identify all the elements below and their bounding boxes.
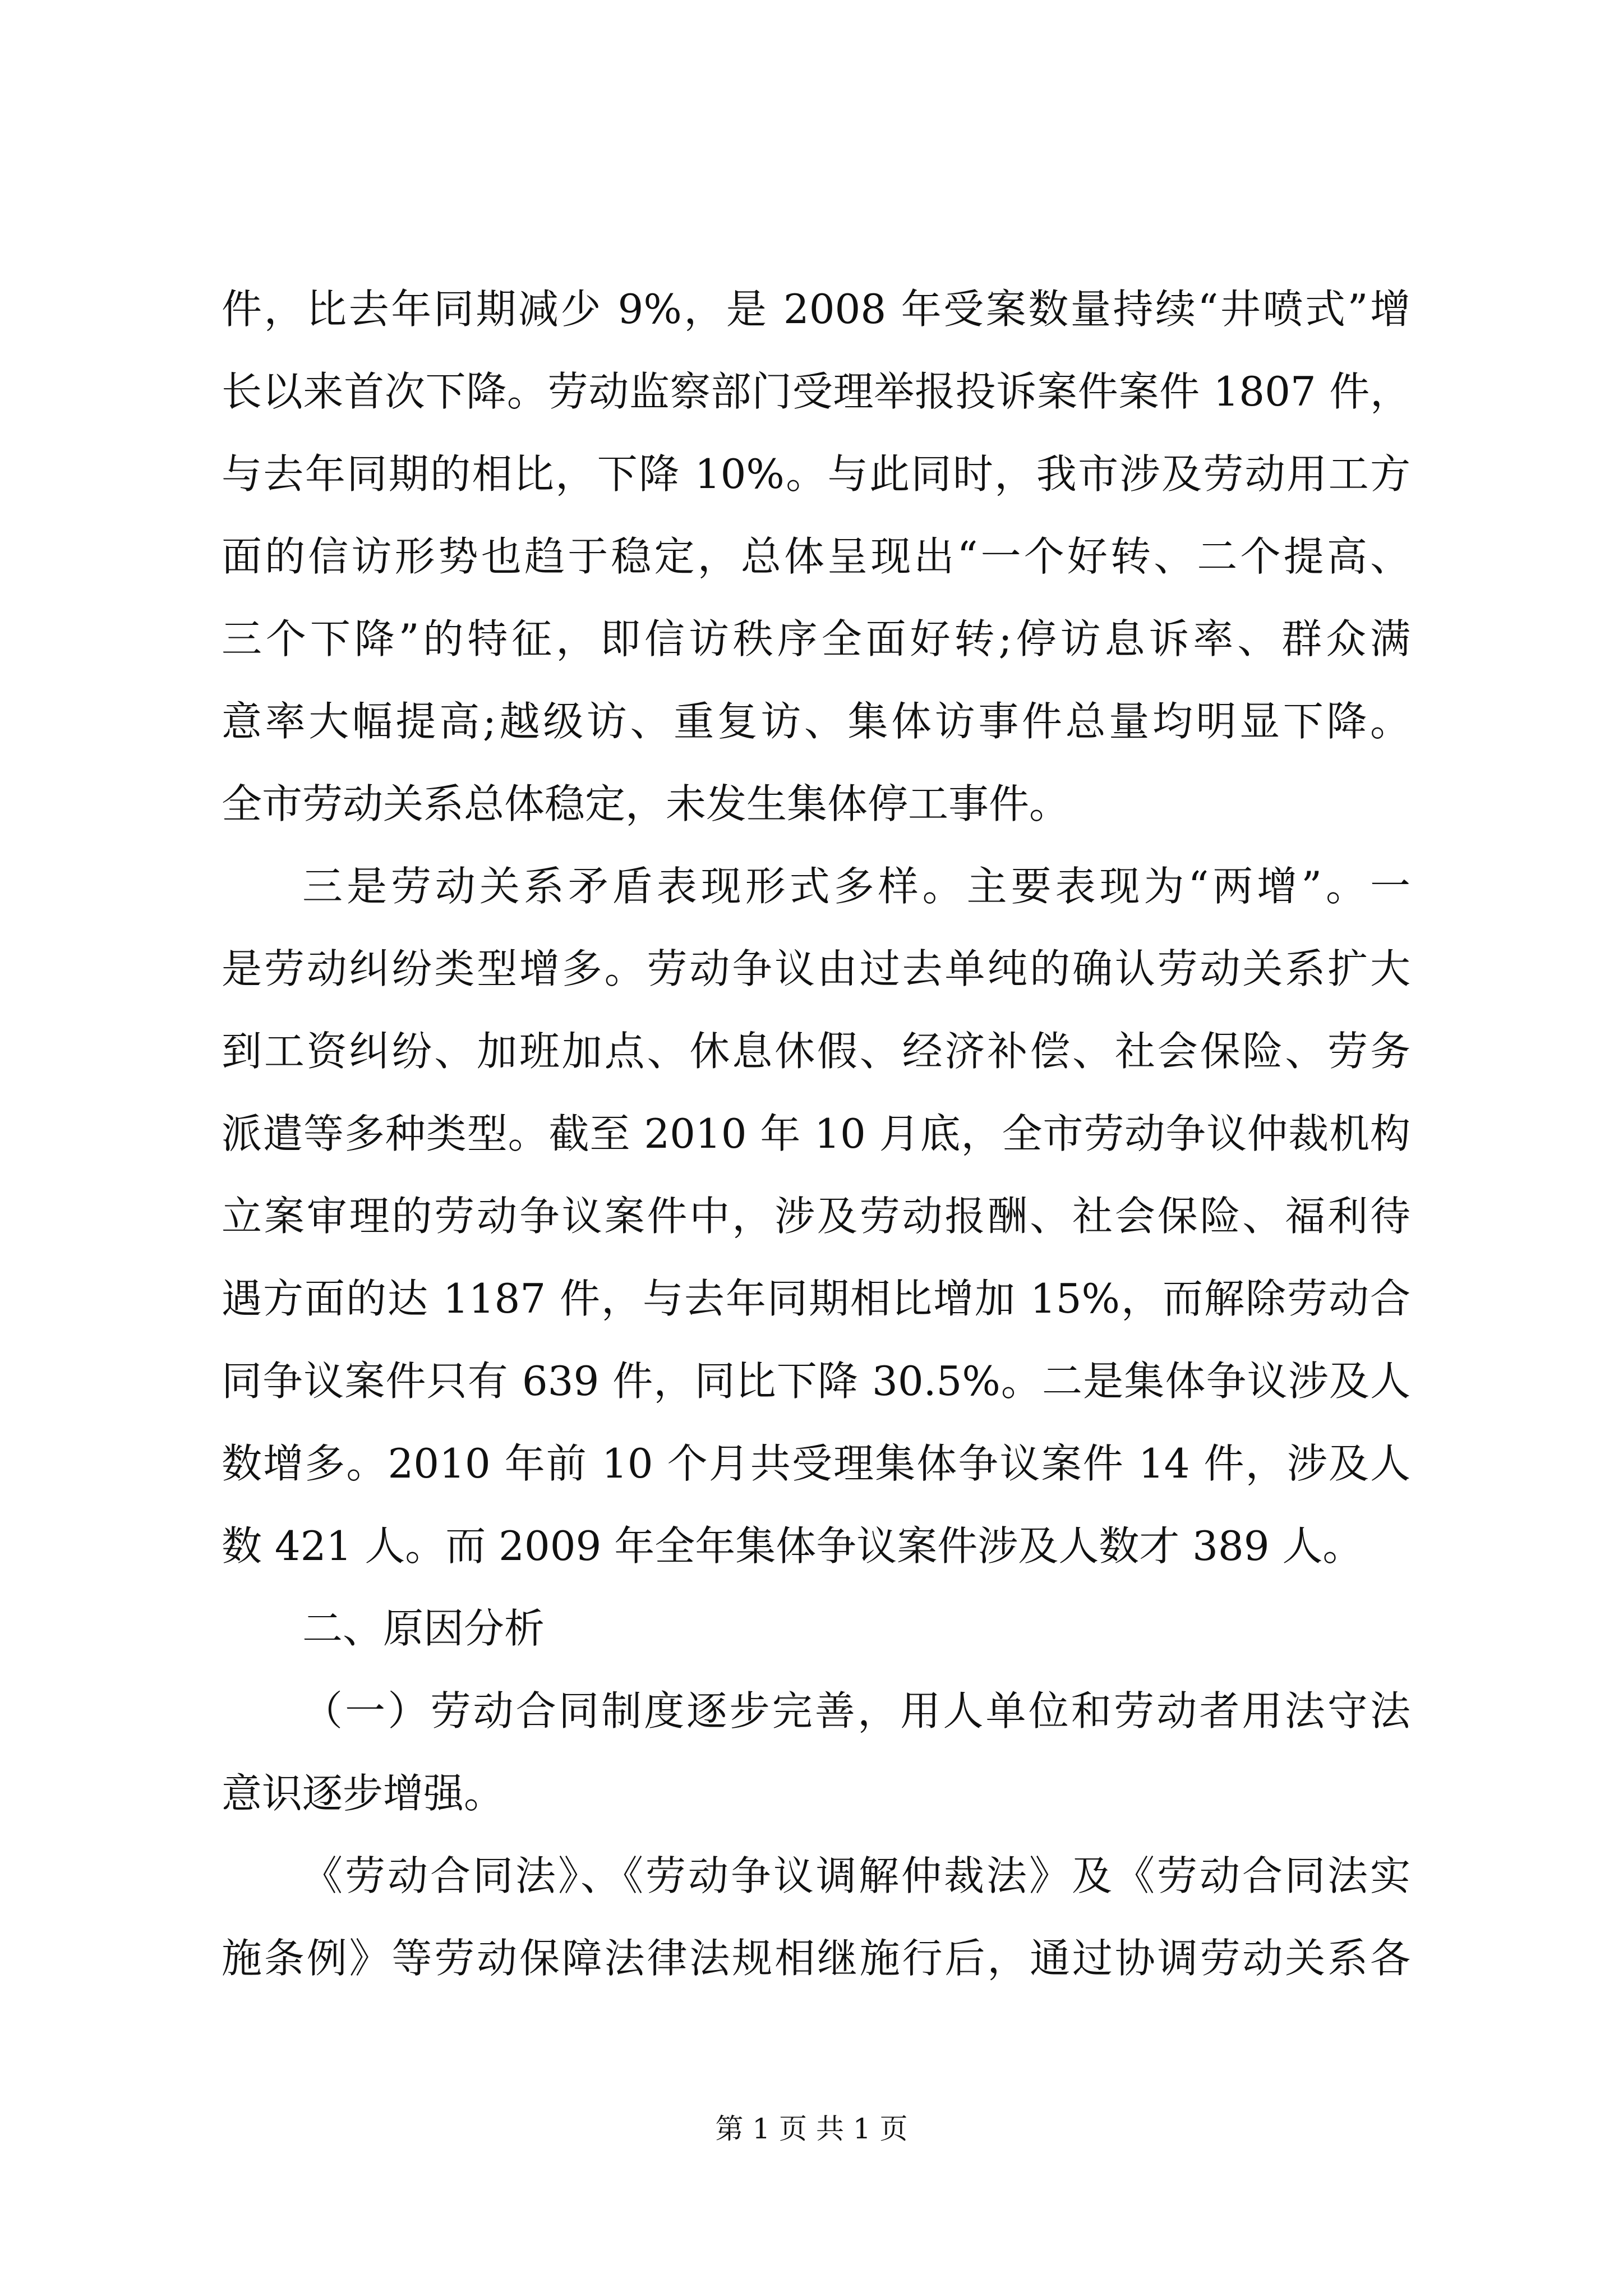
text-line-14: 同争议案件只有 639 件，同比下降 30.5%。二是集体争议涉及人	[222, 1358, 1410, 1405]
text-line-8: 三是劳动关系矛盾表现形式多样。主要表现为“两增”。一	[302, 863, 1410, 910]
text-line-21: 施条例》等劳动保障法律法规相继施行后，通过协调劳动关系各	[222, 1935, 1410, 1982]
subsection-heading-line-1: （一）劳动合同制度逐步完善，用人单位和劳动者用法守法	[302, 1687, 1410, 1734]
section-heading: 二、原因分析	[302, 1605, 545, 1652]
text-line-9: 是劳动纠纷类型增多。劳动争议由过去单纯的确认劳动关系扩大	[222, 945, 1410, 992]
text-line-5: 三个下降”的特征，即信访秩序全面好转;停访息诉率、群众满	[222, 615, 1410, 662]
page-footer: 第 1 页 共 1 页	[715, 2113, 908, 2145]
text-line-16: 数 421 人。而 2009 年全年集体争议案件涉及人数才 389 人。	[222, 1522, 1363, 1570]
text-line-6: 意率大幅提高;越级访、重复访、集体访事件总量均明显下降。	[222, 698, 1410, 745]
text-line-7: 全市劳动关系总体稳定，未发生集体停工事件。	[222, 780, 1070, 827]
text-line-13: 遇方面的达 1187 件，与去年同期相比增加 15%，而解除劳动合	[222, 1275, 1410, 1322]
text-line-1: 件，比去年同期减少 9%，是 2008 年受案数量持续“井喷式”增	[222, 286, 1410, 333]
text-line-3: 与去年同期的相比，下降 10%。与此同时，我市涉及劳动用工方	[222, 450, 1410, 498]
text-line-15: 数增多。2010 年前 10 个月共受理集体争议案件 14 件，涉及人	[222, 1440, 1410, 1487]
document-body	[222, 268, 1410, 2000]
subsection-heading-line-2: 意识逐步增强。	[222, 1770, 505, 1817]
text-line-2: 长以来首次下降。劳动监察部门受理举报投诉案件案件 1807 件，	[222, 368, 1410, 415]
text-line-4: 面的信访形势也趋于稳定，总体呈现出“一个好转、二个提高、	[222, 533, 1410, 580]
text-line-12: 立案审理的劳动争议案件中，涉及劳动报酬、社会保险、福利待	[222, 1193, 1410, 1240]
text-line-10: 到工资纠纷、加班加点、休息休假、经济补偿、社会保险、劳务	[222, 1028, 1410, 1075]
text-line-11: 派遣等多种类型。截至 2010 年 10 月底，全市劳动争议仲裁机构	[222, 1110, 1410, 1157]
text-line-20: 《劳动合同法》、《劳动争议调解仲裁法》及《劳动合同法实	[302, 1852, 1410, 1899]
